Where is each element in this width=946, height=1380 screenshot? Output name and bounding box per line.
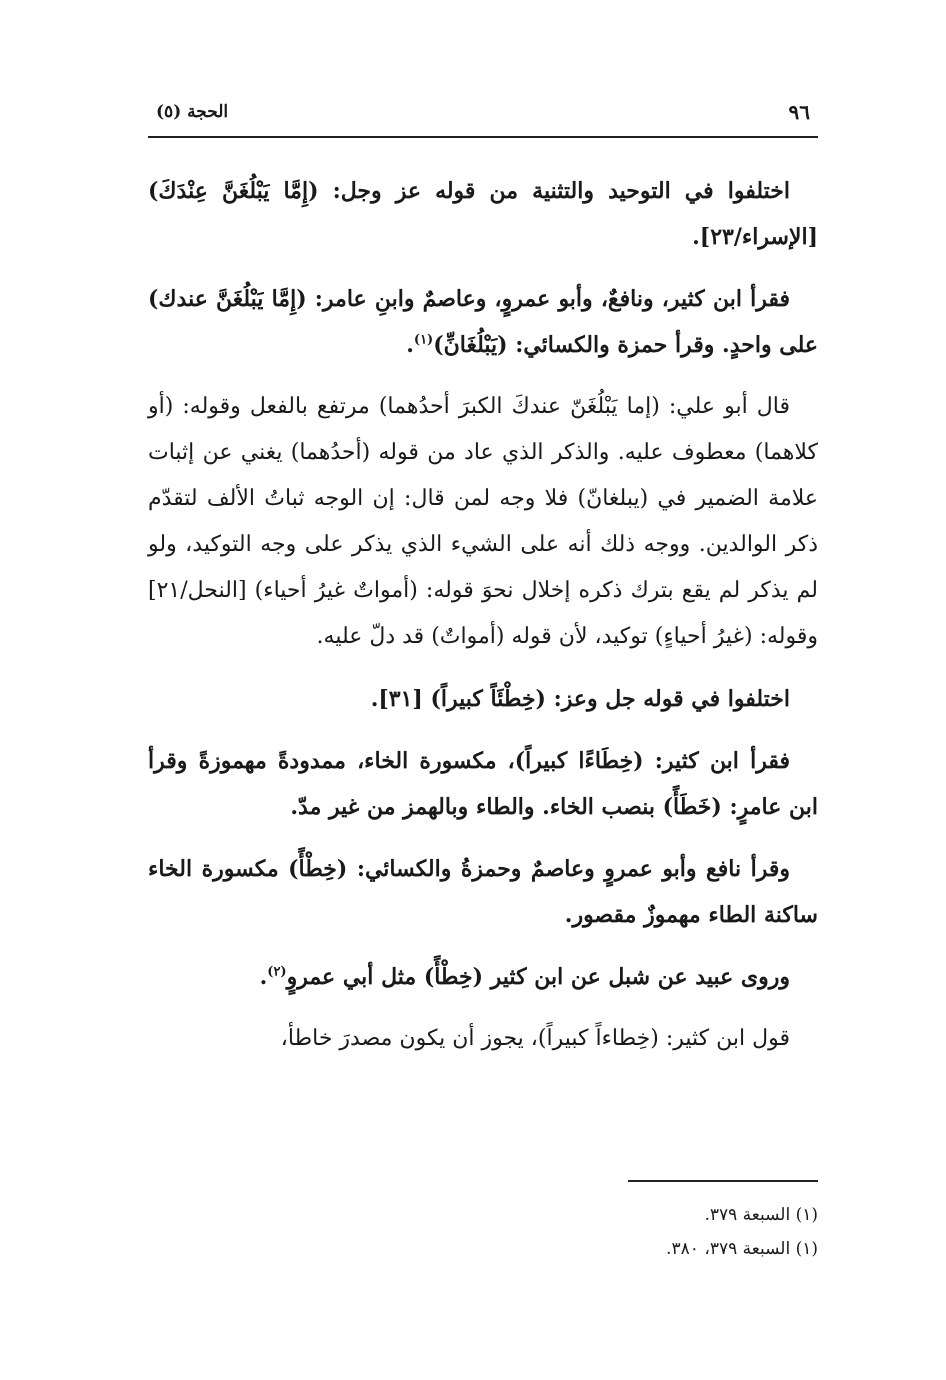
paragraph xyxy=(148,676,818,722)
paragraph xyxy=(148,738,818,830)
page-number: ٩٦ xyxy=(788,100,810,124)
paragraph-text: فقرأ ابن كثير، ونافعٌ، وأبو عمروٍ، وعاصمٌ وابنِ عامر: (إِمَّا يَبْلُغَنَّ عندك) على واحدٍ. وقرأ حمزة والكسائي: (يَبْلُغَانِّ) xyxy=(148,286,818,358)
footnote-divider xyxy=(628,1180,818,1182)
footnote: (١) السبعة ٣٧٩. xyxy=(704,1205,818,1225)
paragraph xyxy=(148,384,818,660)
paragraph-tail: . xyxy=(406,332,414,358)
footnotes xyxy=(148,1198,818,1266)
paragraph xyxy=(148,846,818,938)
paragraph-text: قول ابن كثير: (خِطاءاً كبيراً)، يجوز أن يكون مصدرَ خاطأ، xyxy=(280,1026,790,1051)
paragraph-text: وقرأ نافع وأبو عمروٍ وعاصمٌ وحمزةُ والكسائي: (خِطْأً) مكسورة الخاء ساكنة الطاء مهموزٌ مقصور. xyxy=(148,856,818,928)
paragraph-text: اختلفوا في قوله جل وعز: (خِطْئَاً كبيراً) [٣١]. xyxy=(370,686,790,712)
paragraph-text: قال أبو علي: (إما يَبْلُغَنّ عندكَ الكبرَ أحدُهما) مرتفع بالفعل وقوله: (أو كلاهما) معطوف عليه. والذكر الذي عاد من قوله (أحدُهما) يغني عن إثبات علامة الضمير في (يبلغانّ) فلا وجه لمن قال: إن الوجه ثباتُ الألف لتقدّم ذكر الوالدين. ووجه ذلك أنه على الشيء الذي يذكر على وجه التوكيد، ولو لم يذكر لم يقع بترك ذكره إخلال نحوَ قوله: (أمواتٌ غيرُ أحياء) [النحل/٢١] وقوله: (غيرُ أحياءٍ) توكيد، لأن قوله (أمواتٌ) قد دلّ عليه. xyxy=(148,394,818,649)
paragraph-text: اختلفوا في التوحيد والتثنية من قوله عز وجل: (إِمَّا يَبْلُغَنَّ عِنْدَكَ) [الإسراء/٢٣]. xyxy=(148,178,818,250)
paragraph-text: وروى عبيد عن شبل عن ابن كثير (خِطْأً) مثل أبي عمروٍ xyxy=(286,964,790,990)
running-title: الحجة (٥) xyxy=(156,102,229,122)
footnote: (١) السبعة ٣٧٩، ٣٨٠. xyxy=(666,1239,818,1259)
footnote-ref[interactable]: (١) xyxy=(413,332,434,348)
paragraph-tail: . xyxy=(259,964,268,990)
paragraph-text: فقرأ ابن كثير: (خِطَاءًا كبيراً)، مكسورة الخاء، ممدودةً مهموزةً وقرأ ابن عامرٍ: (خَطَأً) بنصب الخاء. والطاء وبالهمز من غير مدّ. xyxy=(148,748,818,820)
paragraph xyxy=(148,954,818,1000)
paragraph xyxy=(148,276,818,368)
main-text xyxy=(148,168,818,1078)
paragraph xyxy=(148,1016,818,1062)
page-header xyxy=(148,96,818,138)
paragraph xyxy=(148,168,818,260)
footnote-ref[interactable]: (٢) xyxy=(267,964,287,980)
